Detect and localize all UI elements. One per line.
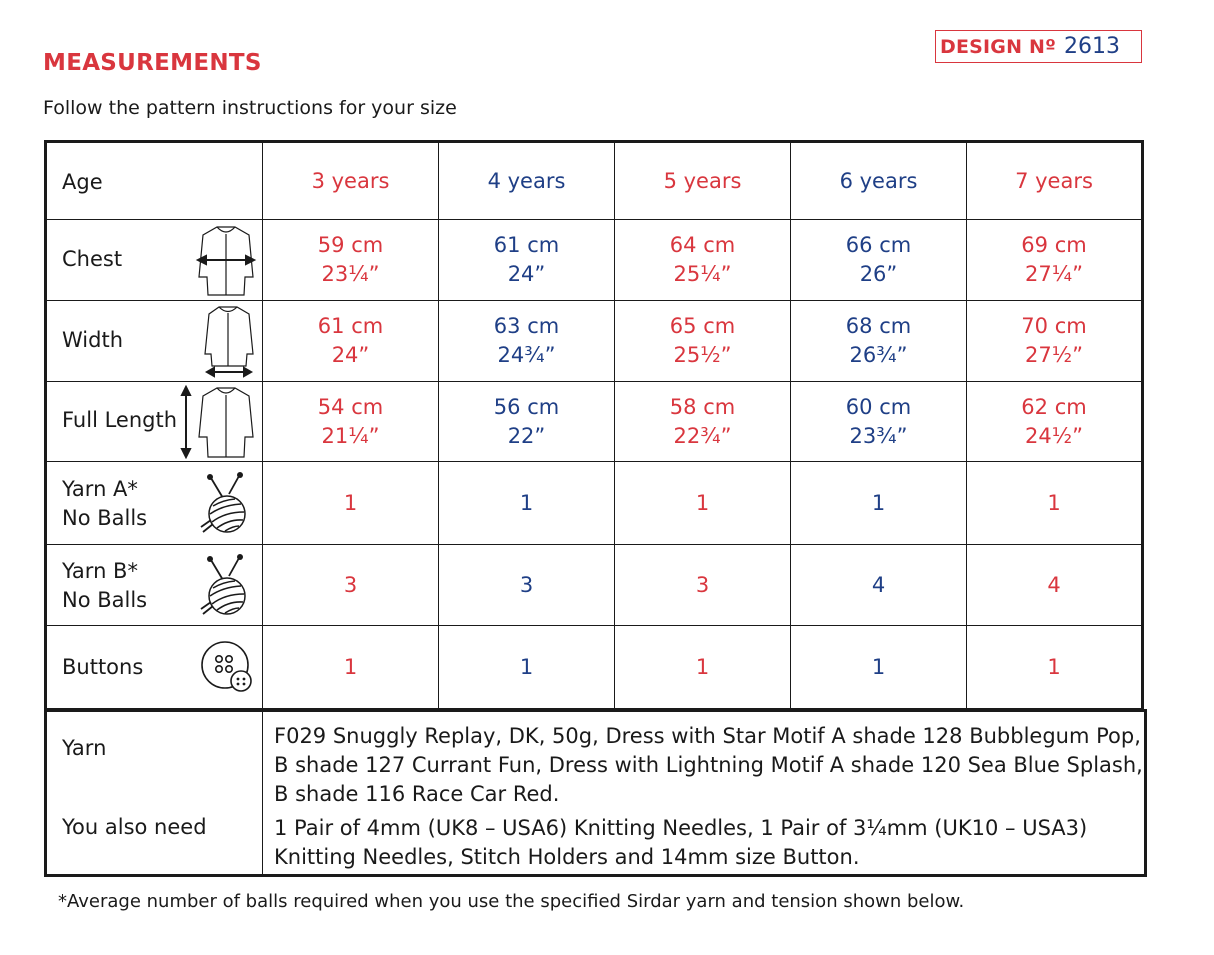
page-title: MEASUREMENTS — [43, 50, 262, 76]
chest-cell: 61 cm 24” — [439, 220, 615, 301]
age-label: Age — [62, 170, 103, 194]
length-cell: 58 cm 22¾” — [615, 382, 791, 462]
width-label-cell — [46, 301, 263, 382]
yarn-b-cell: 3 — [263, 545, 439, 626]
yarn-b-cell: 4 — [967, 545, 1143, 626]
age-cell: 4 years — [439, 142, 615, 220]
page-subtitle: Follow the pattern instructions for your size — [43, 97, 457, 119]
age-cell: 6 years — [791, 142, 967, 220]
yarn-b-label-cell — [46, 545, 263, 626]
yarn-ball-needles-icon — [199, 554, 253, 618]
buttons-label: Buttons — [62, 655, 144, 679]
length-row — [46, 382, 1143, 462]
age-row — [46, 142, 1143, 220]
length-cell: 56 cm 22” — [439, 382, 615, 462]
cardigan-width-arrow-icon — [201, 304, 257, 378]
materials-table — [44, 709, 1147, 877]
chest-label: Chest — [62, 247, 123, 271]
yarn-a-cell: 1 — [263, 462, 439, 545]
yarn-a-cell: 1 — [615, 462, 791, 545]
yarn-a-cell: 1 — [791, 462, 967, 545]
chest-row — [46, 220, 1143, 301]
length-cell: 62 cm 24½” — [967, 382, 1143, 462]
width-row — [46, 301, 1143, 382]
age-cell: 7 years — [967, 142, 1143, 220]
buttons-cell: 1 — [615, 626, 791, 710]
width-cell: 61 cm 24” — [263, 301, 439, 382]
yarn-a-cell: 1 — [967, 462, 1143, 545]
yarn-label: Yarn — [62, 736, 107, 760]
yarn-b-cell: 3 — [615, 545, 791, 626]
chest-cell: 66 cm 26” — [791, 220, 967, 301]
yarn-description: F029 Snuggly Replay, DK, 50g, Dress with Star Motif A shade 128 Bubblegum Pop, B shade 127 Currant Fun, Dress with Lightning Motif A shade 120 Sea Blue Splash, B shade 116 Race Car Red. — [274, 724, 1143, 806]
cardigan-length-arrow-icon — [177, 385, 259, 459]
age-cell: 3 years — [263, 142, 439, 220]
width-cell: 68 cm 26¾” — [791, 301, 967, 382]
chest-cell: 59 cm 23¼” — [263, 220, 439, 301]
cardigan-chest-arrow-icon — [193, 223, 259, 297]
also-need-label: You also need — [62, 815, 207, 839]
yarn-b-row — [46, 545, 1143, 626]
yarn-ball-needles-icon — [199, 472, 253, 536]
yarn-a-label: Yarn A* No Balls — [62, 477, 148, 530]
buttons-label-cell — [46, 626, 263, 710]
design-label: DESIGN Nº — [940, 35, 1057, 58]
measurements-table — [44, 140, 1144, 711]
chest-label-cell — [46, 220, 263, 301]
buttons-cell: 1 — [439, 626, 615, 710]
yarn-b-label: Yarn B* No Balls — [62, 559, 148, 612]
yarn-a-row — [46, 462, 1143, 545]
materials-text-cell — [263, 711, 1146, 876]
width-cell: 65 cm 25½” — [615, 301, 791, 382]
yarn-a-cell: 1 — [439, 462, 615, 545]
length-label: Full Length — [62, 408, 178, 432]
age-label-cell — [46, 142, 263, 220]
length-cell: 60 cm 23¾” — [791, 382, 967, 462]
also-need-description: 1 Pair of 4mm (UK8 – USA6) Knitting Needles, 1 Pair of 3¼mm (UK10 – USA3) Knitting Needles, Stitch Holders and 14mm size Button. — [274, 816, 1088, 869]
button-icon — [199, 639, 257, 697]
buttons-row — [46, 626, 1143, 710]
design-number-box — [935, 30, 1142, 63]
buttons-cell: 1 — [263, 626, 439, 710]
yarn-b-cell: 3 — [439, 545, 615, 626]
width-cell: 70 cm 27½” — [967, 301, 1143, 382]
design-number: 2613 — [1064, 34, 1121, 59]
buttons-cell: 1 — [967, 626, 1143, 710]
buttons-cell: 1 — [791, 626, 967, 710]
materials-label-cell — [46, 711, 263, 876]
width-label: Width — [62, 328, 124, 352]
yarn-a-label-cell — [46, 462, 263, 545]
chest-cell: 64 cm 25¼” — [615, 220, 791, 301]
length-label-cell — [46, 382, 263, 462]
footnote: *Average number of balls required when you use the specified Sirdar yarn and tension shown below. — [58, 891, 965, 912]
length-cell: 54 cm 21¼” — [263, 382, 439, 462]
chest-cell: 69 cm 27¼” — [967, 220, 1143, 301]
age-cell: 5 years — [615, 142, 791, 220]
yarn-b-cell: 4 — [791, 545, 967, 626]
width-cell: 63 cm 24¾” — [439, 301, 615, 382]
